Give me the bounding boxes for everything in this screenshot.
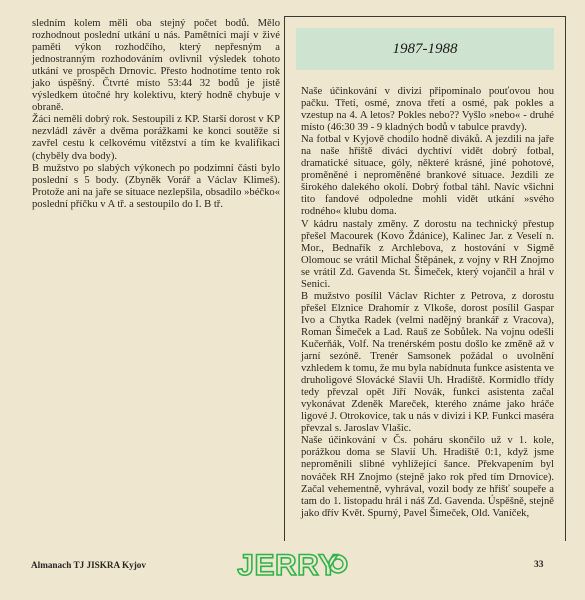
left-paragraph-2: Žáci neměli dobrý rok. Sestoupili z KP. Starší dorost v KP nezvládl závěr a dvěma porážkami ke konci soutěže si zavřel cestu k celkovému vítězství a tím ke kvalifikaci (chyběly dva body). [32, 114, 280, 162]
left-text-column [32, 18, 280, 211]
right-text-column [301, 86, 554, 520]
season-banner [296, 28, 554, 70]
right-paragraph-2: Na fotbal v Kyjově chodilo hodně diváků. A jezdili na jaře na naše hřiště diváci dychtiví vidět dobrý fotbal, dramatické situace, góly, některé krásné, jiné pohotové, proměněné i neproměněné brankové situace. Jezdili ze širokého dalekého okolí. Dobrý fotbal táhl. Navíc všichni tito fandové odpoledne mohli vidět utkání »svého rodného« klubu doma. [301, 134, 554, 218]
right-paragraph-1: Naše účinkování v divizi připomínalo pouťovou hou pačku. Třetí, osmé, znova třetí a osmé, pak pokles a vzestup na 4. A letos? Pokles nebo?? Vyšlo »nebo« - druhé místo (46:30 39 - 9 kladných bodů v tabulce pravdy). [301, 86, 554, 134]
right-paragraph-5: Naše účinkování v Čs. poháru skončilo už v 1. kole, porážkou doma se Slavií Uh. Hradiště 0:1, když jsme neproměnili slibné vyhlížející šance. Překvapením byl nováček RH Znojmo (stejně jako rok před tím Drnovice). Začal vehementně, vyhrával, vozil body ze hřišť soupeře a tam do 1. listopadu hrál i náš Zd. Gavenda. Úspěšně, stejně jako dřív Květ. Spurný, Pavel Šimeček, Old. Vaníček, [301, 435, 554, 519]
left-paragraph-1: sledním kolem měli oba stejný počet bodů. Mělo rozhodnout poslední utkání u nás. Pamětníci mají v živé paměti výkon rozhodčího, který nepřesným a jednostranným rozhodováním ovlivnil výsledek tohoto utkání ve prospěch Drnovic. Přesto hodnotíme tento rok jako úspěšný. Čtvrté místo 53:44 32 bodů je jistě výsledkem útočné hry kolektivu, který hodně chybuje v obraně. [32, 18, 280, 114]
page-number: 33 [534, 560, 544, 570]
left-paragraph-3: B mužstvo po slabých výkonech po podzimní části bylo poslední s 5 body. (Zbyněk Vorář a Václav Klimeš). Protože ani na jaře se situace nezlepšila, obsadilo »béčko« poslední příčku v A tř. a sestoupilo do I. B tř. [32, 162, 280, 210]
jerry-logo [226, 548, 350, 580]
season-heading: 1987-1988 [392, 40, 458, 57]
almanac-title: Almanach TJ JISKRA Kyjov [31, 560, 146, 570]
right-paragraph-4: B mužstvo posílil Václav Richter z Petrova, z dorostu přešel Elznice Drahomír z Vlkoše, dorost posílil Gaspar Ivo a Chytka Radek (velmi nadějný brankář z Vracova), Roman Šimeček a Lad. Rauš ze Sobůlek. Na vojnu odešli Kučerňák, Volf. Na trenérském postu došlo ke změně až v jarní sezóně. Trenér Samsonek požádal o uvolnění vzhledem k tomu, že mu byla nabídnuta funkce asistenta ve druholigové Slovácké Slavii Uh. Hradiště. Kormidlo třídy tedy převzal opět Jiří Novák, funkci asistenta začal vykonávat Zdeněk Mareček, kterého známe jako hráče ligové J. Otrokovice, tak u nás v divizi i KP. Funkci maséra převzal s. Jaroslav Vlašic. [301, 290, 554, 435]
svg-text:JERRY: JERRY [237, 549, 339, 580]
right-paragraph-3: V kádru nastaly změny. Z dorostu na technický přestup přešel Macourek (Kovo Ždánice), Kalinec Jar. z Veselí n. Mor., Bednařík z Archlebova, z hostování v Sigmě Olomouc se vrátil Michal Štěpánek, z vojny v RH Znojmo se vrátil Zd. Gavenda St. Šimeček, který vojančil a hrál v Senici. [301, 218, 554, 290]
